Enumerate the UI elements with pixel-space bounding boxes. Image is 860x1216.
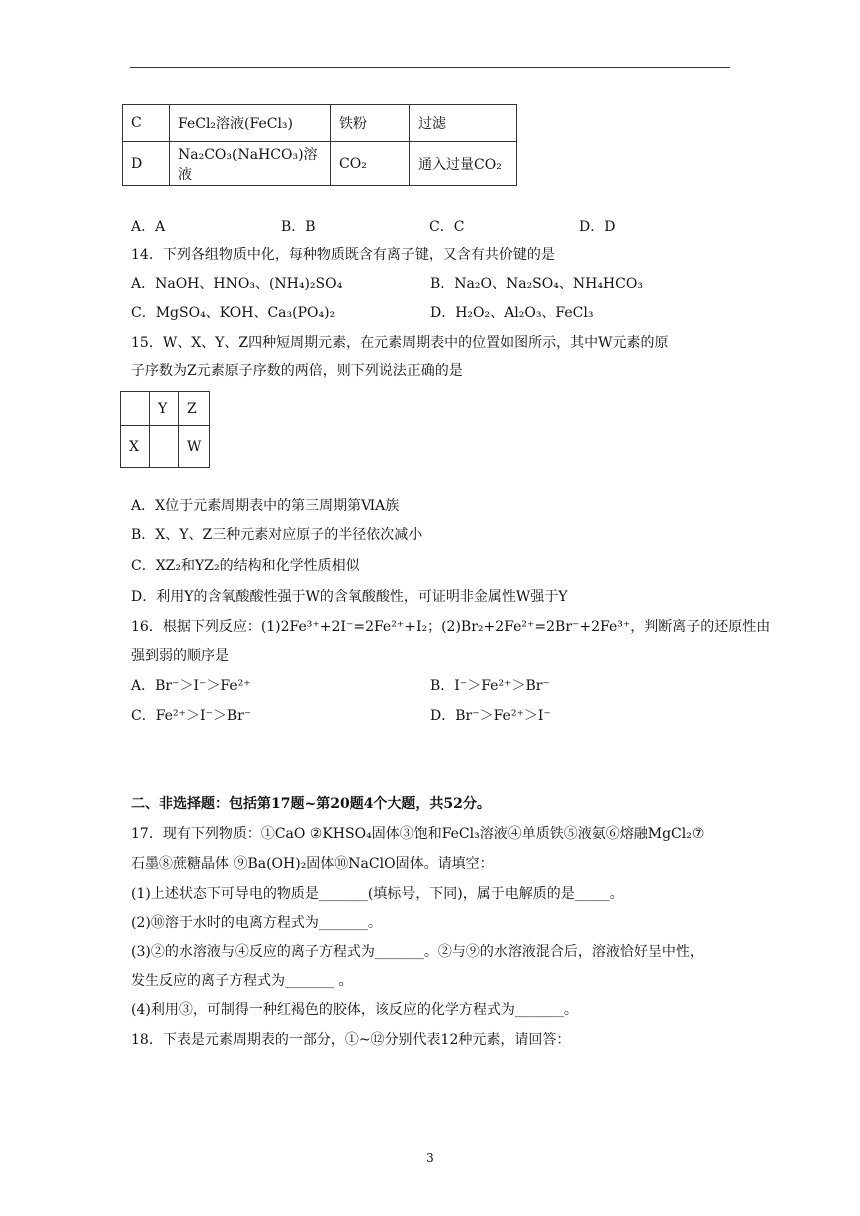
method-cell: 通入过量CO₂ <box>410 142 517 186</box>
grid-cell: Y <box>150 392 179 426</box>
q15-periodic-grid <box>120 391 210 468</box>
table-row <box>121 426 210 468</box>
grid-cell <box>121 392 150 426</box>
q13-option-c: C．C <box>429 219 465 235</box>
table-row <box>123 142 517 186</box>
q15-option-b: B．X、Y、Z三种元素对应原子的半径依次减小 <box>131 527 423 543</box>
method-cell: 过滤 <box>410 105 517 142</box>
q15-stem-line1: 15．W、X、Y、Z四种短周期元素，在元素周期表中的位置如图所示，其中W元素的原 <box>131 335 669 351</box>
q14-option-a: A．NaOH、HNO₃、(NH₄)₂SO₄ <box>131 276 343 292</box>
q16-option-d: D．Br⁻＞Fe²⁺＞I⁻ <box>430 708 551 724</box>
q16-option-b: B．I⁻＞Fe²⁺＞Br⁻ <box>430 678 550 694</box>
section-title: 二、非选择题：包括第17题~第20题4个大题，共52分。 <box>131 796 491 812</box>
q17-line2: 石墨⑧蔗糖晶体 ⑨Ba(OH)₂固体⑩NaClO固体。请填空： <box>131 856 494 872</box>
grid-cell: X <box>121 426 150 468</box>
q18-stem: 18．下表是元素周期表的一部分，①~⑫分别代表12种元素，请回答： <box>131 1032 571 1048</box>
q14-stem: 14．下列各组物质中化，每种物质既含有离子键，又含有共价键的是 <box>131 247 555 263</box>
reagent-cell: CO₂ <box>331 142 410 186</box>
q14-option-c: C．MgSO₄、KOH、Ca₃(PO₄)₂ <box>131 305 336 321</box>
q16-option-a: A．Br⁻＞I⁻＞Fe²⁺ <box>131 678 251 694</box>
grid-cell <box>150 426 179 468</box>
q13-option-d: D．D <box>579 219 616 235</box>
reagent-cell: 铁粉 <box>331 105 410 142</box>
q13-option-a: A．A <box>131 219 166 235</box>
q13-answer-options <box>131 216 731 234</box>
q16-option-c: C．Fe²⁺＞I⁻＞Br⁻ <box>131 708 252 724</box>
table-row <box>123 105 517 142</box>
header-rule <box>130 67 730 68</box>
q17-part2: (2)⑩溶于水时的电离方程式为_______。 <box>131 915 382 931</box>
substance-cell: Na₂CO₃(NaHCO₃)溶液 <box>170 142 331 186</box>
substance-cell: FeCl₂溶液(FeCl₃) <box>170 105 331 142</box>
grid-cell: W <box>179 426 210 468</box>
option-cell: C <box>123 105 170 142</box>
q16-stem-line1: 16．根据下列反应：(1)2Fe³⁺+2I⁻=2Fe²⁺+I₂；(2)Br₂+2Fe²⁺=2Br⁻+2Fe³⁺，判断离子的还原性由 <box>131 619 771 635</box>
table-row <box>121 392 210 426</box>
grid-cell: Z <box>179 392 210 426</box>
q14-option-b: B．Na₂O、Na₂SO₄、NH₄HCO₃ <box>430 276 643 292</box>
q15-option-d: D．利用Y的含氧酸酸性强于W的含氧酸酸性，可证明非金属性W强于Y <box>131 589 568 605</box>
q17-part4: (4)利用③，可制得一种红褐色的胶体，该反应的化学方程式为_______。 <box>131 1002 578 1018</box>
page-number: 3 <box>426 1151 434 1165</box>
q14-option-d: D．H₂O₂、Al₂O₃、FeCl₃ <box>430 305 594 321</box>
q13-options-table <box>122 104 517 186</box>
option-cell: D <box>123 142 170 186</box>
q17-part1: (1)上述状态下可导电的物质是_______(填标号，下同)，属于电解质的是_____。 <box>131 886 624 902</box>
q13-option-b: B．B <box>281 219 316 235</box>
q17-part3-line1: (3)②的水溶液与④反应的离子方程式为_______。②与⑨的水溶液混合后，溶液恰好呈中性， <box>131 944 704 960</box>
q17-line1: 17．现有下列物质：①CaO ②KHSO₄固体③饱和FeCl₃溶液④单质铁⑤液氨⑥熔融MgCl₂⑦ <box>131 826 705 842</box>
q16-stem-line2: 强到弱的顺序是 <box>131 648 229 664</box>
q15-stem-line2: 子序数为Z元素原子序数的两倍，则下列说法正确的是 <box>131 363 463 379</box>
q17-part3-line2: 发生反应的离子方程式为_______ 。 <box>131 973 353 989</box>
q15-option-a: A．X位于元素周期表中的第三周期第ⅥA族 <box>131 498 400 514</box>
q15-option-c: C．XZ₂和YZ₂的结构和化学性质相似 <box>131 558 360 574</box>
